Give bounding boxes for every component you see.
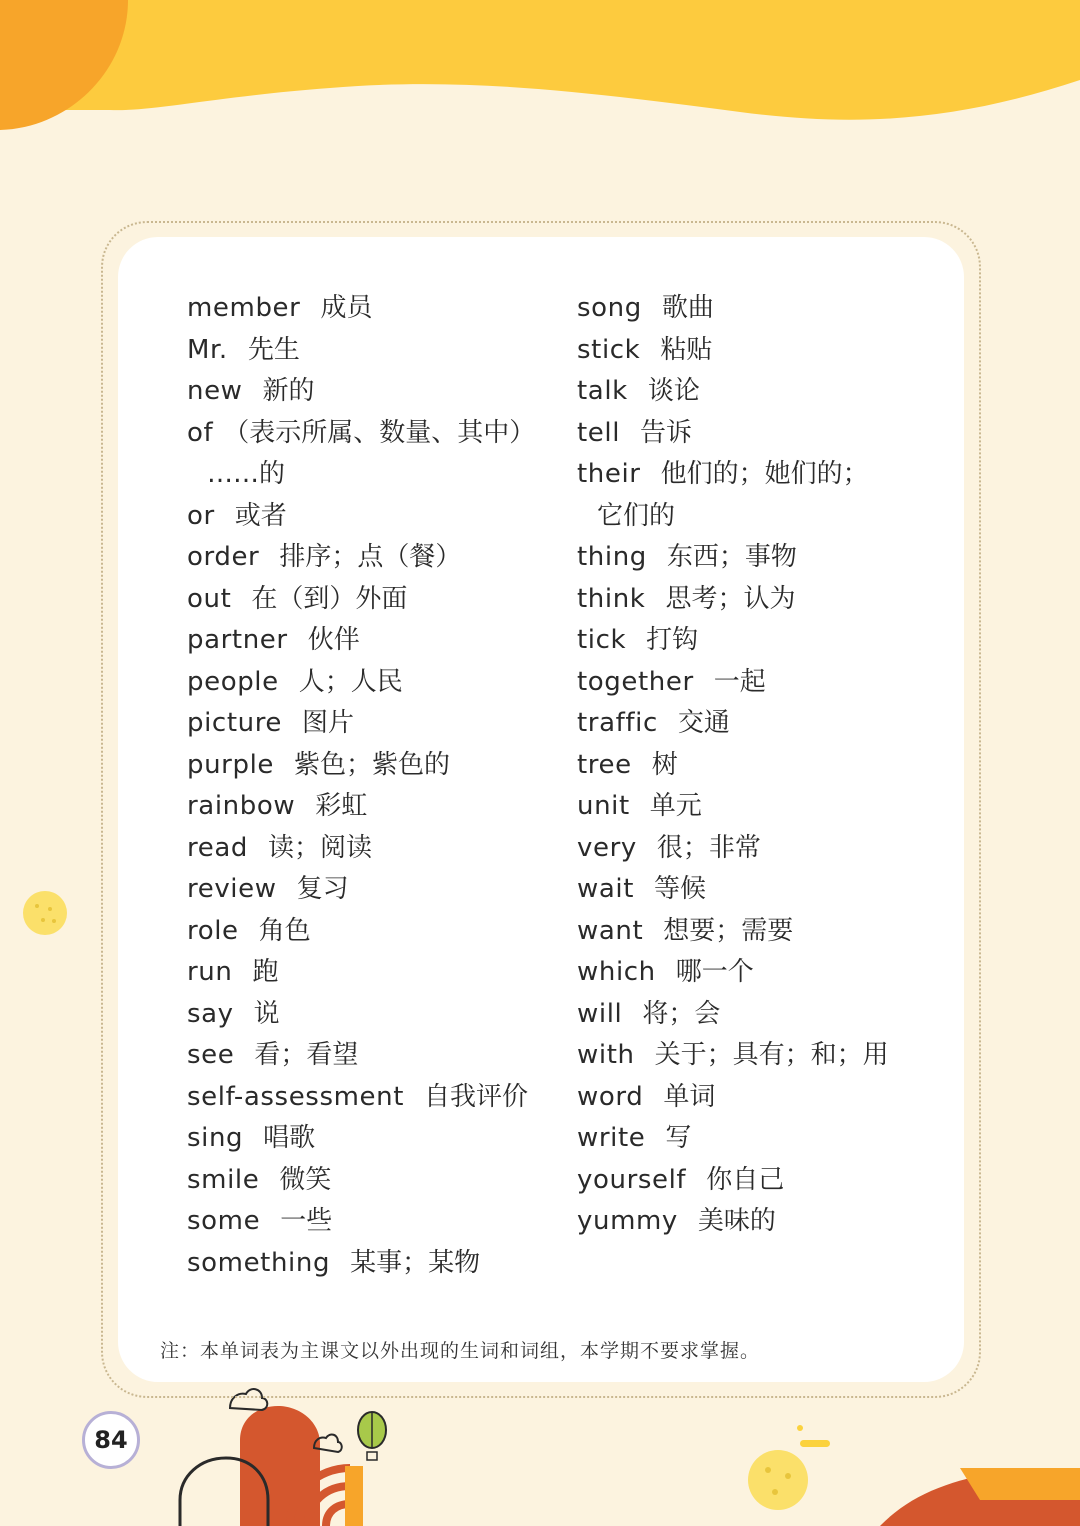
meaning: 人；人民 <box>298 666 403 697</box>
list-item <box>187 1035 535 1077</box>
word: talk <box>577 376 628 406</box>
list-item <box>577 413 889 455</box>
meaning: 等候 <box>654 874 707 904</box>
list-item <box>577 1160 889 1202</box>
list-item <box>187 496 535 538</box>
list-item <box>577 662 889 704</box>
word: purple <box>187 749 274 780</box>
meaning: 新的 <box>262 376 315 406</box>
list-item <box>577 537 889 579</box>
list-item <box>187 1201 535 1243</box>
footnote: 注：本单词表为主课文以外出现的生词和词组，本学期不要求掌握。 <box>160 1340 761 1362</box>
list-item <box>187 537 535 579</box>
list-item <box>577 869 889 911</box>
word: tell <box>577 417 621 448</box>
list-item <box>187 786 535 828</box>
meaning: 图片 <box>302 708 355 738</box>
list-item <box>187 952 535 994</box>
meaning: 看；看望 <box>254 1040 359 1070</box>
meaning: 想要；需要 <box>663 915 794 946</box>
word: partner <box>187 625 288 655</box>
list-item <box>187 288 535 330</box>
word: thing <box>577 542 647 572</box>
word: role <box>187 915 239 946</box>
list-item <box>577 911 889 953</box>
word: run <box>187 957 233 987</box>
word: picture <box>187 708 283 738</box>
meaning: 成员 <box>320 293 373 323</box>
word: read <box>187 832 248 863</box>
list-item <box>187 828 535 870</box>
word: stick <box>577 334 641 365</box>
word: tick <box>577 625 627 655</box>
list-item <box>577 330 889 372</box>
meaning: 彩虹 <box>315 791 368 821</box>
list-item <box>577 1118 889 1160</box>
list-item <box>577 828 889 870</box>
meaning: 角色 <box>258 915 311 946</box>
meaning: 关于；具有；和；用 <box>654 1040 889 1070</box>
word: review <box>187 874 277 904</box>
meaning: 告诉 <box>640 417 693 448</box>
word: new <box>187 376 243 406</box>
word: some <box>187 1206 261 1236</box>
meaning: 很；非常 <box>656 832 761 863</box>
word: smile <box>187 1164 260 1195</box>
list-item <box>577 745 889 787</box>
list-item-continuation <box>187 454 535 496</box>
meaning: 他们的；她们的； <box>660 459 869 489</box>
word: see <box>187 1040 235 1070</box>
meaning: 微笑 <box>279 1164 332 1195</box>
list-item <box>577 1077 889 1119</box>
meaning: 一起 <box>713 666 766 697</box>
meaning: 伙伴 <box>307 625 360 655</box>
word: something <box>187 1247 331 1278</box>
meaning: 唱歌 <box>263 1123 316 1153</box>
meaning: 跑 <box>252 957 279 987</box>
word: write <box>577 1123 646 1153</box>
word: of <box>187 417 214 448</box>
word: out <box>187 583 232 614</box>
list-item <box>187 1243 535 1285</box>
word: self-assessment <box>187 1081 404 1112</box>
word: wait <box>577 874 635 904</box>
list-item <box>187 620 535 662</box>
list-item <box>577 703 889 745</box>
meaning: 美味的 <box>697 1206 776 1236</box>
word: which <box>577 957 656 987</box>
meaning: 哪一个 <box>675 957 754 987</box>
meaning: 东西；事物 <box>666 542 797 572</box>
word: want <box>577 915 644 946</box>
word: will <box>577 998 623 1029</box>
page-number-badge: 84 <box>82 1411 140 1469</box>
list-item <box>187 745 535 787</box>
list-item <box>187 413 535 455</box>
word: member <box>187 293 301 323</box>
meaning: 将；会 <box>642 998 721 1029</box>
list-item <box>577 1201 889 1243</box>
meaning: ……的 <box>207 459 286 489</box>
list-item <box>187 994 535 1036</box>
list-item <box>187 371 535 413</box>
word: very <box>577 832 637 863</box>
vocabulary-column-right <box>577 288 889 1243</box>
list-item <box>577 454 889 496</box>
list-item <box>577 994 889 1036</box>
list-item <box>187 662 535 704</box>
list-item <box>187 703 535 745</box>
meaning: 交通 <box>677 708 730 738</box>
word: traffic <box>577 708 658 738</box>
meaning: 单词 <box>663 1081 716 1112</box>
word: or <box>187 500 215 531</box>
meaning: 思考；认为 <box>665 583 796 614</box>
meaning: 粘贴 <box>660 334 713 365</box>
list-item <box>577 288 889 330</box>
list-item <box>577 1035 889 1077</box>
meaning: 读；阅读 <box>267 832 372 863</box>
meaning: 一些 <box>280 1206 333 1236</box>
list-item <box>187 1118 535 1160</box>
list-item <box>187 330 535 372</box>
word: think <box>577 583 646 614</box>
list-item <box>577 786 889 828</box>
meaning: 谈论 <box>647 376 700 406</box>
list-item <box>187 579 535 621</box>
meaning: 你自己 <box>706 1164 785 1195</box>
meaning: 某事；某物 <box>350 1247 481 1278</box>
meaning: 排序；点（餐） <box>279 542 462 572</box>
meaning: 自我评价 <box>424 1081 529 1112</box>
word: word <box>577 1081 644 1112</box>
word: Mr. <box>187 334 228 365</box>
list-item <box>187 911 535 953</box>
list-item <box>187 1160 535 1202</box>
meaning: 歌曲 <box>661 293 714 323</box>
meaning: 先生 <box>247 334 300 365</box>
word: their <box>577 459 641 489</box>
word: order <box>187 542 260 572</box>
word: together <box>577 666 694 697</box>
meaning: 在（到）外面 <box>251 583 408 614</box>
word: rainbow <box>187 791 296 821</box>
list-item <box>577 952 889 994</box>
list-item <box>187 1077 535 1119</box>
word: song <box>577 293 642 323</box>
word: yourself <box>577 1164 687 1195</box>
list-item <box>187 869 535 911</box>
meaning: 单元 <box>649 791 702 821</box>
vocabulary-column-left <box>187 288 535 1284</box>
list-item <box>577 620 889 662</box>
word: sing <box>187 1123 244 1153</box>
meaning: （表示所属、数量、其中） <box>223 417 536 448</box>
word: yummy <box>577 1206 678 1236</box>
meaning: 说 <box>253 998 280 1029</box>
meaning: 它们的 <box>597 500 676 531</box>
meaning: 或者 <box>234 500 287 531</box>
meaning: 打钩 <box>646 625 699 655</box>
list-item <box>577 371 889 413</box>
word: unit <box>577 791 630 821</box>
word: say <box>187 998 234 1029</box>
meaning: 树 <box>651 749 678 780</box>
list-item-continuation <box>577 496 889 538</box>
meaning: 复习 <box>296 874 349 904</box>
word: with <box>577 1040 635 1070</box>
word: people <box>187 666 279 697</box>
meaning: 紫色；紫色的 <box>294 749 451 780</box>
meaning: 写 <box>665 1123 692 1153</box>
list-item <box>577 579 889 621</box>
word: tree <box>577 749 632 780</box>
